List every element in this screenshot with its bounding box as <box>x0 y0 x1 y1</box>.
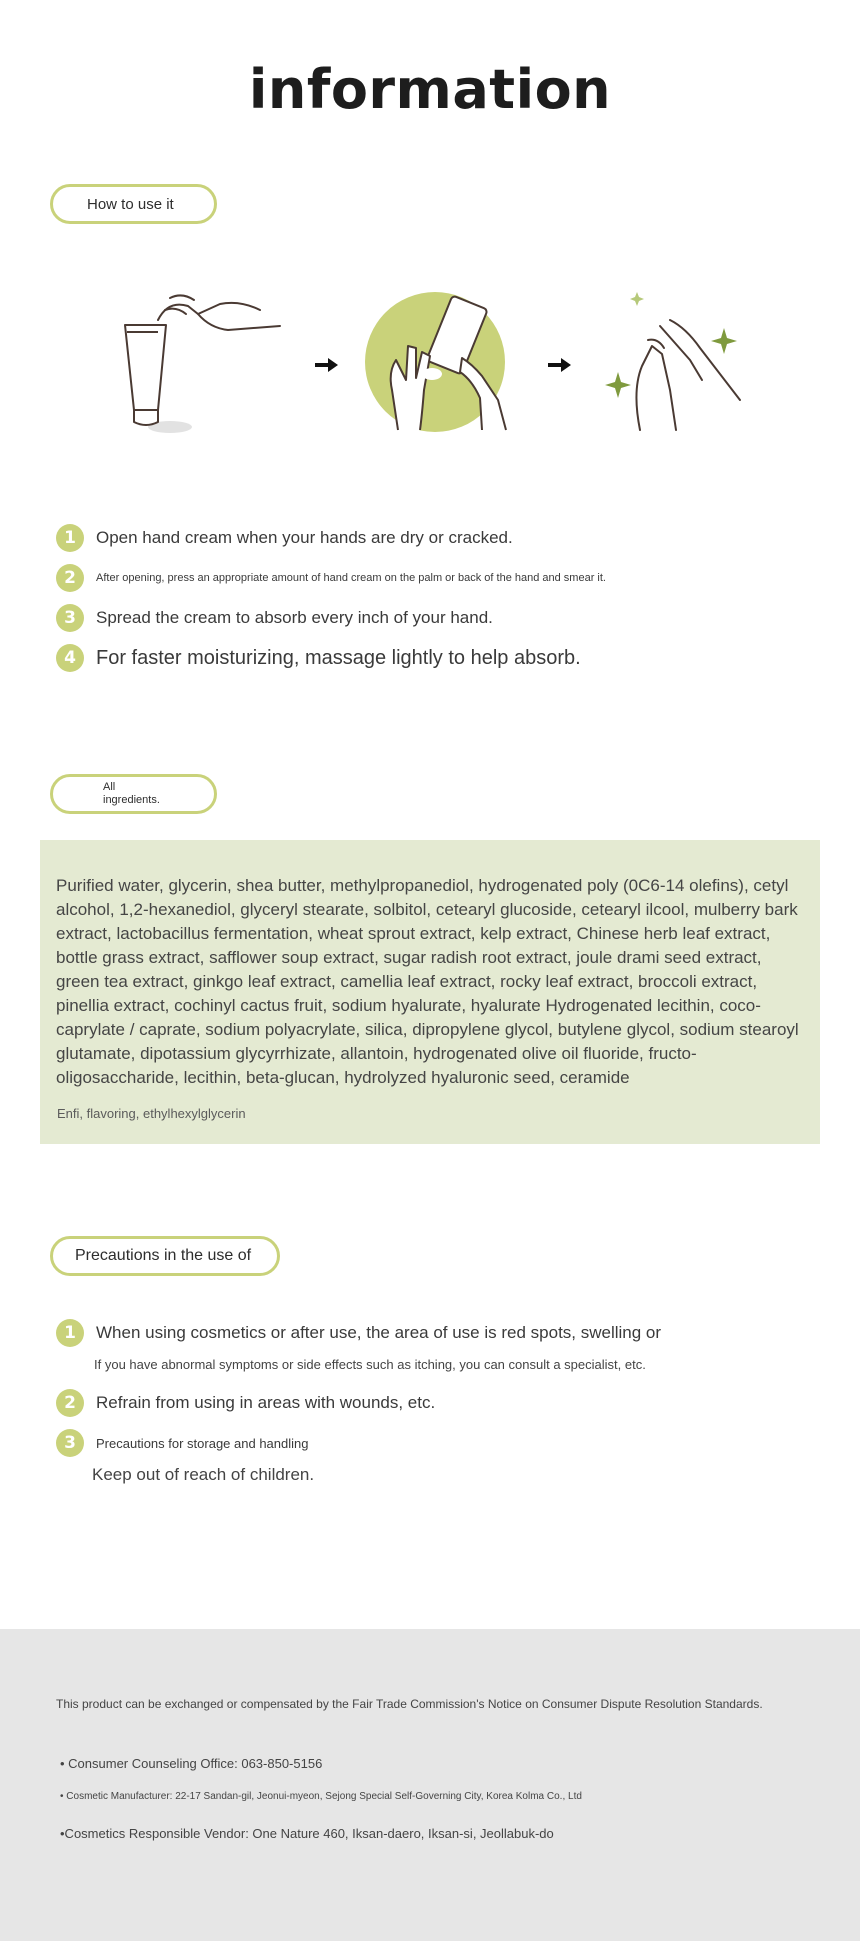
footer-info <box>0 1629 860 1941</box>
usage-step <box>56 564 606 592</box>
precautions-label <box>50 1236 280 1276</box>
precautions-label-text: Precautions in the use of <box>75 1247 252 1264</box>
usage-step <box>56 644 581 672</box>
ingredients-label <box>50 774 217 814</box>
step-number-badge: 3 <box>56 1429 84 1457</box>
pinching-hand-icon <box>158 295 280 330</box>
step-text: After opening, press an appropriate amount of hand cream on the palm or back of the hand and smear it. <box>96 572 606 584</box>
counseling-office: • Consumer Counseling Office: 063-850-5156 <box>60 1756 323 1771</box>
how-to-use-label-text: How to use it <box>87 195 174 213</box>
cosmetic-manufacturer: • Cosmetic Manufacturer: 22-17 Sandan-gil, Jeonui-myeon, Sejong Special Self-Governing City, Korea Kolma Co., Ltd <box>60 1791 582 1802</box>
step-number-badge: 1 <box>56 524 84 552</box>
precaution-item <box>56 1319 661 1347</box>
precaution-item <box>56 1389 435 1417</box>
step-number-badge: 2 <box>56 1389 84 1417</box>
precaution-subtext: If you have abnormal symptoms or side effects such as itching, you can consult a specialist, etc. <box>94 1357 646 1372</box>
precaution-text: Refrain from using in areas with wounds, etc. <box>96 1393 436 1412</box>
step-number-badge: 1 <box>56 1319 84 1347</box>
how-to-use-label <box>50 184 217 224</box>
step-text: Spread the cream to absorb every inch of your hand. <box>96 608 493 627</box>
arrow-right-icon <box>548 358 571 372</box>
step-text: Open hand cream when your hands are dry or cracked. <box>96 528 513 547</box>
ingredients-label-line2: ingredients. <box>103 794 160 806</box>
step-number-badge: 2 <box>56 564 84 592</box>
ingredients-panel <box>40 840 820 1144</box>
step-text: For faster moisturizing, massage lightly to help absorb. <box>96 646 581 669</box>
usage-illustration <box>110 280 760 440</box>
fair-trade-notice: This product can be exchanged or compensated by the Fair Trade Commission's Notice on Consumer Dispute Resolution Standards. <box>56 1697 763 1711</box>
ingredients-list: Purified water, glycerin, shea butter, methylpropanediol, hydrogenated poly (0C6-14 olefins), cetyl alcohol, 1,2-hexanediol, glyceryl stearate, solbitol, cetearyl glucoside, cetearyl ilcool, mulberry bark extract, lactobacillus fermentation, wheat sprout extract, kelp extract, Chinese herb leaf extract, bottle grass extract, safflower soup extract, sugar radish root extract, joule drami seed extract, green tea extract, ginkgo leaf extract, camellia leaf extract, rocky leaf extract, broccoli extract, pinellia extract, cochinyl cactus fruit, sodium hyalurate, hyalurate Hydrogenated lecithin, coco-caprylate / caprate, sodium polyacrylate, silica, dipropylene glycol, butylene glycol, sodium stearoyl glutamate, dipotassium glycyrrhizate, allantoin, hydrogenated olive oil fluoride, fructo-oligosaccharide, lecithin, beta-glucan, hydrolyzed hyaluronic seed, ceramide <box>56 876 799 1087</box>
precaution-text: Precautions for storage and handling <box>96 1435 309 1451</box>
responsible-vendor: •Cosmetics Responsible Vendor: One Nature 460, Iksan-daero, Iksan-si, Jeollabuk-do <box>60 1826 554 1841</box>
usage-step <box>56 524 513 552</box>
precaution-subtext: Keep out of reach of children. <box>92 1465 315 1484</box>
page-title: information <box>248 58 612 121</box>
step-number-badge: 3 <box>56 604 84 632</box>
usage-step <box>56 604 493 632</box>
ingredients-label-line1: All <box>103 781 116 793</box>
hand-cream-tube-icon <box>125 325 192 433</box>
applying-cream-icon <box>365 292 506 432</box>
sparkle-icon <box>605 292 737 398</box>
precaution-item <box>56 1429 308 1457</box>
precaution-text: When using cosmetics or after use, the area of use is red spots, swelling or <box>96 1323 662 1342</box>
ingredients-extra: Enfi, flavoring, ethylhexylglycerin <box>57 1106 246 1121</box>
arrow-right-icon <box>315 358 338 372</box>
step-number-badge: 4 <box>56 644 84 672</box>
